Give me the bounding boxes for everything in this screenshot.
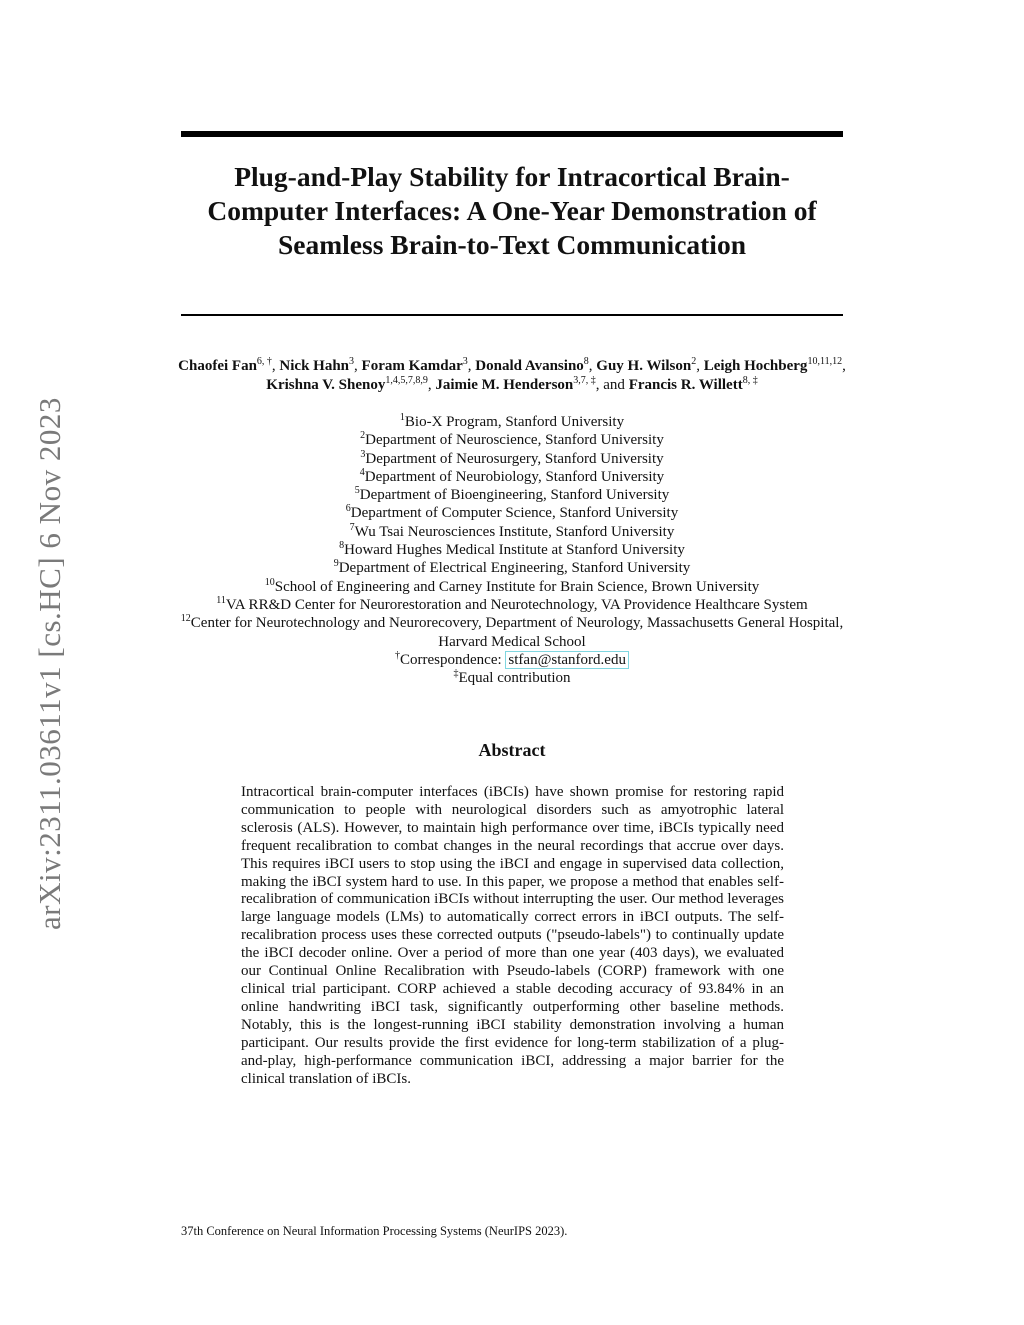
author-affil-sup: 2 <box>691 356 697 367</box>
author-name: Nick Hahn <box>279 358 350 374</box>
affiliation-text: Bio-X Program, Stanford University <box>404 414 625 430</box>
author <box>629 377 758 393</box>
affiliation-text: Department of Bioengineering, Stanford University <box>359 487 670 504</box>
equal-contribution <box>170 669 854 687</box>
top-rule <box>181 131 843 137</box>
affiliation-number: 9 <box>333 558 339 570</box>
author-affil-sup: 6, † <box>256 356 272 367</box>
author <box>596 358 703 374</box>
equal-contribution-text: Equal contribution <box>458 670 571 687</box>
paper-title: Plug-and-Play Stability for Intracortical Brain-Computer Interfaces: A One-Year Demonstration of Seamless Brain-to-Text Communication <box>207 161 817 260</box>
author <box>178 358 279 374</box>
equal-contribution-mark: ‡ <box>453 668 459 680</box>
author-affil-sup: 1,4,5,7,8,9 <box>385 375 428 386</box>
arxiv-stamp <box>32 397 68 930</box>
author <box>266 377 435 393</box>
author-affil-sup: 8, ‡ <box>742 375 758 386</box>
author <box>435 377 628 393</box>
affiliation <box>170 486 854 504</box>
author-affil-sup: 10,11,12 <box>807 356 843 367</box>
affiliation-text: VA RR&D Center for Neurorestoration and Neurotechnology, VA Providence Healthcare System <box>225 596 808 613</box>
author-separator: , <box>354 358 362 374</box>
affiliation <box>170 431 854 449</box>
author-name: Foram Kamdar <box>361 358 463 374</box>
author <box>279 358 361 374</box>
author-separator: , <box>696 358 704 374</box>
correspondence-email-link[interactable]: stfan@stanford.edu <box>505 651 629 669</box>
author-name: Leigh Hochberg <box>703 358 808 374</box>
affiliation-number: 11 <box>216 594 226 606</box>
author <box>475 358 596 374</box>
affiliation <box>170 541 854 559</box>
affiliation-number: 1 <box>399 412 405 423</box>
author <box>362 358 476 374</box>
affiliation-text: Department of Electrical Engineering, Stanford University <box>338 560 691 577</box>
author-affil-sup: 3,7, ‡ <box>573 375 596 386</box>
affiliation-number: 8 <box>339 540 345 552</box>
affiliation-number: 6 <box>345 503 351 515</box>
affiliation <box>170 614 854 651</box>
bottom-rule <box>181 314 843 316</box>
author-affil-sup: 3 <box>462 356 468 367</box>
author-name: Donald Avansino <box>475 358 584 374</box>
author-separator: , <box>842 358 846 374</box>
affiliation <box>170 413 854 431</box>
abstract-body: Intracortical brain-computer interfaces (iBCIs) have shown promise for restoring rapid communication to people with neurological disorders such as amyotrophic lateral sclerosis (ALS). However, to maintain high performance over time, iBCIs typically need frequent recalibration to combat changes in the neural recordings that accrue over days. This requires iBCI users to stop using the iBCI and engage in supervised data collection, making the iBCI system hard to use. In this paper, we propose a method that enables self-recalibration of communication iBCIs without interrupting the user. Our method leverages large language models (LMs) to automatically correct errors in iBCI outputs. The self-recalibration process uses these corrected outputs ("pseudo-labels") to continually update the iBCI decoder online. Over a period of more than one year (403 days), we evaluated our Continual Online Recalibration with Pseudo-labels (CORP) framework with one clinical trial participant. CORP achieved a stable decoding accuracy of 93.84% in an online handwriting iBCI task, significantly outperforming other baseline methods. Notably, this is the longest-running iBCI stability demonstration involving a human participant. Our results provide the first evidence for long-term stabilization of a plug-and-play, high-performance communication iBCI, addressing a major barrier for the clinical translation of iBCIs. <box>241 784 784 1087</box>
affiliation-number: 10 <box>264 576 275 588</box>
author-separator: , <box>271 358 280 374</box>
correspondence <box>170 651 854 669</box>
venue-footnote: 37th Conference on Neural Information Processing Systems (NeurIPS 2023). <box>181 1224 568 1238</box>
author-separator: , <box>467 358 476 374</box>
affiliation-text: Department of Neurobiology, Stanford University <box>364 468 665 485</box>
author-name: Guy H. Wilson <box>596 358 692 374</box>
author-separator: , <box>588 358 597 374</box>
affiliation <box>170 450 854 468</box>
author-affil-sup: 3 <box>349 356 355 367</box>
affiliation <box>170 468 854 486</box>
author <box>704 358 846 374</box>
affiliation-text: Howard Hughes Medical Institute at Stanford University <box>344 542 685 559</box>
affiliation-number: 3 <box>360 448 366 460</box>
author-list <box>170 357 854 395</box>
affiliation-text: Department of Computer Science, Stanford University <box>350 505 679 522</box>
affiliation-number: 2 <box>360 430 366 442</box>
affiliation-text: Department of Neurosurgery, Stanford University <box>365 450 664 467</box>
affiliation-number: 12 <box>180 613 191 625</box>
author-affil-sup: 8 <box>583 356 589 367</box>
affiliation-number: 7 <box>349 521 355 533</box>
affiliation <box>170 523 854 541</box>
affiliation-text: Center for Neurotechnology and Neurorecovery, Department of Neurology, Massachusetts General Hospital, Harvard Medical School <box>190 615 844 650</box>
affiliation-text: Wu Tsai Neurosciences Institute, Stanford University <box>354 523 675 540</box>
author-name: Krishna V. Shenoy <box>266 377 386 393</box>
affiliation <box>170 559 854 577</box>
affiliation-list <box>170 413 854 687</box>
correspondence-mark: † <box>395 649 401 661</box>
affiliation <box>170 596 854 614</box>
author-name: Jaimie M. Henderson <box>435 377 574 393</box>
author-separator: , and <box>595 377 629 393</box>
affiliation <box>170 578 854 596</box>
author-name: Chaofei Fan <box>178 358 257 374</box>
affiliation-text: Department of Neuroscience, Stanford University <box>365 432 664 449</box>
title-block <box>181 160 843 262</box>
abstract-heading: Abstract <box>478 740 546 760</box>
affiliation-number: 5 <box>354 485 360 497</box>
affiliation-number: 4 <box>359 466 365 478</box>
affiliation <box>170 504 854 522</box>
arxiv-stamp-text: arXiv:2311.03611v1 [cs.HC] 6 Nov 2023 <box>32 397 67 930</box>
author-separator: , <box>427 377 436 393</box>
correspondence-label: Correspondence: <box>400 651 506 668</box>
author-name: Francis R. Willett <box>628 377 743 393</box>
affiliation-text: School of Engineering and Carney Institute for Brain Science, Brown University <box>274 578 760 595</box>
